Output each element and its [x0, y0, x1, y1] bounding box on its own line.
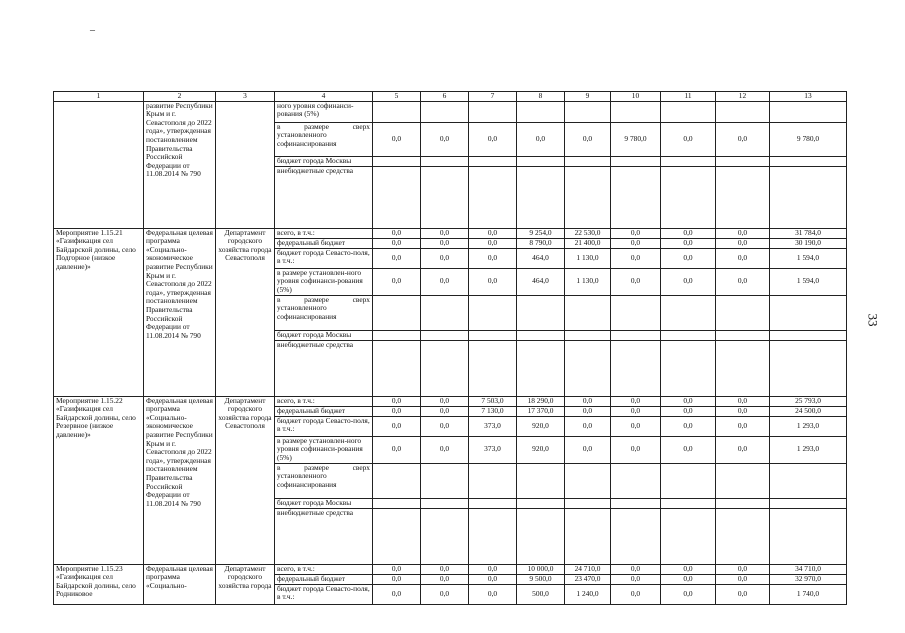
value-cell: 0,0 [373, 122, 421, 156]
value-cell: 9 500,0 [517, 574, 565, 584]
table-row [54, 564, 847, 574]
value-cell: 0,0 [716, 564, 770, 574]
column-header: 10 [611, 92, 661, 102]
value-cell: 0,0 [661, 268, 716, 295]
column-header: 2 [144, 92, 216, 102]
column-header: 1 [54, 92, 144, 102]
value-cell [421, 340, 469, 396]
executor-cell: Департамент городского хозяйства города [216, 564, 275, 604]
value-cell: 0,0 [611, 396, 661, 406]
value-cell: 0,0 [373, 406, 421, 416]
value-cell: 0,0 [469, 564, 517, 574]
value-cell [421, 498, 469, 508]
value-cell [469, 156, 517, 166]
value-cell: 0,0 [421, 436, 469, 463]
value-cell: 0,0 [373, 396, 421, 406]
value-cell [517, 330, 565, 340]
source-cell: бюджет города Севасто-поля, в т.ч.: [275, 584, 373, 604]
source-cell: бюджет города Севасто-поля, в т.ч.: [275, 416, 373, 436]
value-cell: 18 290,0 [517, 396, 565, 406]
program-cell: Федеральная целевая программа «Социально-экономическое развитие Республики Крым и г. Севастополя до 2022 года», утвержденная постановлением Правительства Российской Федерации от 11.08.2014 № 790 [144, 228, 216, 396]
value-cell [565, 156, 611, 166]
source-cell: бюджет города Москвы [275, 156, 373, 166]
value-cell: 0,0 [469, 238, 517, 248]
source-cell: в размере установлен-ного уровня софинанси-рования (5%) [275, 268, 373, 295]
value-cell [611, 463, 661, 498]
value-cell: 0,0 [421, 396, 469, 406]
value-cell: 9 254,0 [517, 228, 565, 238]
value-cell: 23 470,0 [565, 574, 611, 584]
value-cell [770, 463, 847, 498]
value-cell: 920,0 [517, 436, 565, 463]
value-cell [373, 463, 421, 498]
value-cell: 0,0 [373, 268, 421, 295]
measure-cell: Мероприятие 1.15.21 «Газификация сел Байдарской долины, село Подгорное (низкое давление)» [54, 228, 144, 396]
value-cell [611, 330, 661, 340]
value-cell: 0,0 [661, 436, 716, 463]
value-cell [716, 508, 770, 564]
value-cell [373, 330, 421, 340]
value-cell [611, 295, 661, 330]
value-cell [770, 498, 847, 508]
value-cell [716, 295, 770, 330]
value-cell: 0,0 [611, 564, 661, 574]
value-cell: 0,0 [611, 268, 661, 295]
value-cell [565, 498, 611, 508]
value-cell: 24 500,0 [770, 406, 847, 416]
value-cell: 0,0 [661, 396, 716, 406]
value-cell [661, 508, 716, 564]
measure-cell: Мероприятие 1.15.23 «Газификация сел Байдарской долины, село Родниковое [54, 564, 144, 604]
value-cell: 0,0 [611, 584, 661, 604]
value-cell: 0,0 [565, 416, 611, 436]
value-cell [421, 463, 469, 498]
executor-cell: Департамент городского хозяйства города Севастополя [216, 228, 275, 396]
value-cell [517, 101, 565, 122]
value-cell: 0,0 [373, 238, 421, 248]
source-cell: бюджет города Москвы [275, 330, 373, 340]
value-cell: 0,0 [373, 564, 421, 574]
value-cell: 0,0 [373, 228, 421, 238]
value-cell: 0,0 [611, 436, 661, 463]
value-cell [661, 295, 716, 330]
value-cell: 0,0 [611, 238, 661, 248]
value-cell [517, 156, 565, 166]
value-cell: 0,0 [421, 416, 469, 436]
column-header: 13 [770, 92, 847, 102]
value-cell [421, 295, 469, 330]
value-cell: 9 780,0 [770, 122, 847, 156]
value-cell: 0,0 [716, 406, 770, 416]
value-cell [469, 508, 517, 564]
source-cell: в размере установлен-ного уровня софинанси-рования (5%) [275, 436, 373, 463]
value-cell: 0,0 [421, 122, 469, 156]
column-header: 3 [216, 92, 275, 102]
value-cell [517, 340, 565, 396]
value-cell: 0,0 [716, 396, 770, 406]
value-cell [770, 508, 847, 564]
source-cell: всего, в т.ч.: [275, 564, 373, 574]
value-cell: 500,0 [517, 584, 565, 604]
value-cell: 0,0 [373, 584, 421, 604]
value-cell: 0,0 [421, 268, 469, 295]
value-cell: 0,0 [373, 248, 421, 268]
value-cell: 1 293,0 [770, 436, 847, 463]
source-cell: внебюджетные средства [275, 340, 373, 396]
column-header: 5 [373, 92, 421, 102]
column-header: 9 [565, 92, 611, 102]
program-cell: Федеральная целевая программа «Социально-экономическое развитие Республики Крым и г. Севастополя до 2022 года», утвержденная постановлением Правительства Российской Федерации от 11.08.2014 № 790 [144, 396, 216, 564]
value-cell: 1 594,0 [770, 268, 847, 295]
value-cell: 0,0 [565, 396, 611, 406]
value-cell [716, 463, 770, 498]
value-cell: 0,0 [661, 238, 716, 248]
value-cell: 0,0 [716, 248, 770, 268]
value-cell: 0,0 [517, 122, 565, 156]
column-header: 4 [275, 92, 373, 102]
value-cell: 0,0 [421, 574, 469, 584]
value-cell [373, 508, 421, 564]
value-cell: 373,0 [469, 436, 517, 463]
value-cell [373, 498, 421, 508]
value-cell [517, 498, 565, 508]
value-cell: 0,0 [611, 574, 661, 584]
value-cell: 1 130,0 [565, 248, 611, 268]
value-cell [661, 156, 716, 166]
value-cell [421, 156, 469, 166]
value-cell: 0,0 [611, 248, 661, 268]
value-cell: 1 594,0 [770, 248, 847, 268]
source-cell: бюджет города Москвы [275, 498, 373, 508]
column-header: 12 [716, 92, 770, 102]
value-cell: 0,0 [421, 228, 469, 238]
column-header: 6 [421, 92, 469, 102]
value-cell: 0,0 [716, 416, 770, 436]
value-cell [565, 295, 611, 330]
value-cell: 30 190,0 [770, 238, 847, 248]
value-cell [770, 101, 847, 122]
value-cell: 8 790,0 [517, 238, 565, 248]
source-cell: федеральный бюджет [275, 406, 373, 416]
value-cell [716, 101, 770, 122]
value-cell: 10 000,0 [517, 564, 565, 574]
value-cell: 0,0 [469, 248, 517, 268]
value-cell [716, 498, 770, 508]
value-cell [565, 101, 611, 122]
value-cell: 0,0 [373, 436, 421, 463]
value-cell: 31 784,0 [770, 228, 847, 238]
value-cell: 0,0 [661, 584, 716, 604]
value-cell [373, 295, 421, 330]
value-cell: 34 710,0 [770, 564, 847, 574]
value-cell: 0,0 [661, 228, 716, 238]
source-cell: в размере сверх установленного софинансирования [275, 463, 373, 498]
value-cell [611, 508, 661, 564]
value-cell: 0,0 [469, 574, 517, 584]
source-cell: внебюджетные средства [275, 166, 373, 228]
value-cell [565, 166, 611, 228]
value-cell: 0,0 [716, 574, 770, 584]
value-cell [373, 166, 421, 228]
value-cell: 0,0 [421, 584, 469, 604]
value-cell: 0,0 [611, 416, 661, 436]
value-cell [373, 101, 421, 122]
value-cell [716, 330, 770, 340]
source-cell: внебюджетные средства [275, 508, 373, 564]
value-cell: 9 780,0 [611, 122, 661, 156]
value-cell: 0,0 [716, 436, 770, 463]
value-cell: 22 530,0 [565, 228, 611, 238]
value-cell: 0,0 [565, 436, 611, 463]
value-cell [469, 295, 517, 330]
value-cell: 0,0 [716, 268, 770, 295]
value-cell [565, 463, 611, 498]
value-cell [661, 463, 716, 498]
value-cell [421, 166, 469, 228]
value-cell [469, 340, 517, 396]
value-cell [565, 508, 611, 564]
budget-table [53, 91, 847, 605]
table-row [54, 101, 847, 122]
measure-cell: Мероприятие 1.15.22 «Газификация сел Байдарской долины, село Резервное (низкое давление)» [54, 396, 144, 564]
value-cell [716, 156, 770, 166]
value-cell: 0,0 [421, 564, 469, 574]
value-cell [517, 295, 565, 330]
value-cell [611, 340, 661, 396]
measure-cell [54, 101, 144, 228]
table-row [54, 228, 847, 238]
source-cell: федеральный бюджет [275, 238, 373, 248]
value-cell: 0,0 [565, 406, 611, 416]
value-cell [770, 330, 847, 340]
value-cell: 0,0 [661, 574, 716, 584]
value-cell [611, 101, 661, 122]
value-cell [770, 166, 847, 228]
value-cell [421, 101, 469, 122]
source-cell: ного уровня софинанси-рования (5%) [275, 101, 373, 122]
value-cell [469, 101, 517, 122]
value-cell [716, 166, 770, 228]
value-cell [469, 330, 517, 340]
value-cell: 7 130,0 [469, 406, 517, 416]
value-cell: 0,0 [611, 406, 661, 416]
value-cell [661, 330, 716, 340]
executor-cell [216, 101, 275, 228]
value-cell: 21 400,0 [565, 238, 611, 248]
program-cell: Федеральная целевая программа «Социально- [144, 564, 216, 604]
source-cell: всего, в т.ч.: [275, 396, 373, 406]
column-header: 8 [517, 92, 565, 102]
value-cell: 0,0 [421, 248, 469, 268]
value-cell: 464,0 [517, 268, 565, 295]
value-cell: 373,0 [469, 416, 517, 436]
value-cell [661, 166, 716, 228]
page-number: 33 [865, 313, 881, 327]
value-cell: 0,0 [373, 574, 421, 584]
source-cell: федеральный бюджет [275, 574, 373, 584]
value-cell: 920,0 [517, 416, 565, 436]
value-cell: 1 130,0 [565, 268, 611, 295]
value-cell: 0,0 [421, 238, 469, 248]
value-cell [770, 156, 847, 166]
value-cell: 24 710,0 [565, 564, 611, 574]
column-header: 7 [469, 92, 517, 102]
value-cell [469, 166, 517, 228]
source-cell: всего, в т.ч.: [275, 228, 373, 238]
program-cell: развитие Республики Крым и г. Севастополя до 2022 года», утвержденная постановлением Правительства Российской Федерации от 11.08.2014 № 790 [144, 101, 216, 228]
value-cell: 7 503,0 [469, 396, 517, 406]
column-header: 11 [661, 92, 716, 102]
source-cell: в размере сверх установленного софинансирования [275, 295, 373, 330]
value-cell: 0,0 [661, 122, 716, 156]
value-cell [565, 340, 611, 396]
value-cell [421, 330, 469, 340]
value-cell: 0,0 [421, 406, 469, 416]
value-cell [770, 340, 847, 396]
value-cell [373, 340, 421, 396]
value-cell [517, 166, 565, 228]
value-cell: 17 370,0 [517, 406, 565, 416]
value-cell: 0,0 [716, 122, 770, 156]
value-cell [716, 340, 770, 396]
value-cell [661, 498, 716, 508]
executor-cell: Департамент городского хозяйства города Севастополя [216, 396, 275, 564]
value-cell: 25 793,0 [770, 396, 847, 406]
value-cell: 0,0 [661, 564, 716, 574]
value-cell: 0,0 [716, 228, 770, 238]
value-cell [421, 508, 469, 564]
source-cell: бюджет города Севасто-поля, в т.ч.: [275, 248, 373, 268]
table-row [54, 396, 847, 406]
value-cell [661, 101, 716, 122]
value-cell [565, 330, 611, 340]
value-cell: 0,0 [469, 584, 517, 604]
value-cell: 32 970,0 [770, 574, 847, 584]
value-cell: 0,0 [469, 228, 517, 238]
value-cell: 0,0 [716, 238, 770, 248]
value-cell: 0,0 [611, 228, 661, 238]
value-cell [517, 508, 565, 564]
value-cell: 0,0 [469, 122, 517, 156]
value-cell: 0,0 [716, 584, 770, 604]
value-cell: 0,0 [565, 122, 611, 156]
value-cell: 0,0 [661, 406, 716, 416]
value-cell [611, 498, 661, 508]
value-cell: 1 293,0 [770, 416, 847, 436]
value-cell: 0,0 [373, 416, 421, 436]
value-cell [469, 498, 517, 508]
value-cell [770, 295, 847, 330]
value-cell: 0,0 [661, 248, 716, 268]
page-dash: – [90, 25, 95, 36]
value-cell [611, 156, 661, 166]
value-cell: 464,0 [517, 248, 565, 268]
value-cell: 0,0 [469, 268, 517, 295]
value-cell: 1 240,0 [565, 584, 611, 604]
value-cell: 0,0 [661, 416, 716, 436]
value-cell: 1 740,0 [770, 584, 847, 604]
source-cell: в размере сверх установленного софинансирования [275, 122, 373, 156]
value-cell [373, 156, 421, 166]
value-cell [611, 166, 661, 228]
value-cell [661, 340, 716, 396]
table-row [54, 92, 847, 102]
value-cell [517, 463, 565, 498]
value-cell [469, 463, 517, 498]
